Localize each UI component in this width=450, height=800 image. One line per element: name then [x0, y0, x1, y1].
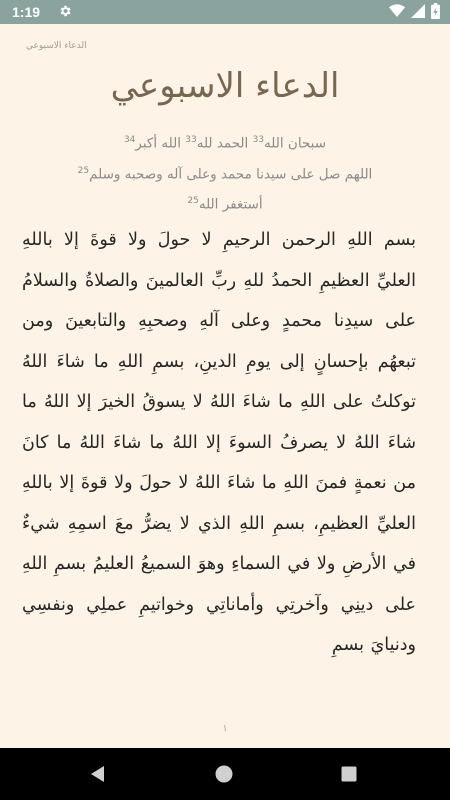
intro-phrase: اللهم صل على سيدنا محمد وعلى آله وصحبه وسلم: [89, 166, 373, 182]
page-number: ١: [222, 724, 228, 734]
intro-line: [30, 188, 420, 219]
recents-icon[interactable]: [339, 764, 359, 784]
intro-phrase: الله أكبر: [135, 135, 186, 152]
intro-block: [30, 127, 420, 219]
signal-icon: [411, 4, 425, 21]
intro-line: [30, 158, 420, 189]
intro-phrase: الحمد لله: [196, 135, 253, 152]
gear-icon: [58, 4, 72, 21]
repeat-count: 25: [77, 165, 90, 176]
status-icons: [389, 3, 440, 22]
reader-page[interactable]: [0, 24, 450, 748]
intro-line: [30, 127, 420, 158]
navigation-bar: [0, 748, 450, 800]
running-header: الدعاء الاسبوعي: [26, 41, 87, 51]
battery-icon: [431, 3, 440, 22]
repeat-count: 25: [187, 196, 199, 206]
status-time: 1:19: [12, 4, 41, 20]
repeat-count: 33: [185, 135, 197, 145]
repeat-count: 34: [123, 135, 136, 145]
dua-body-text: بسم اللهِ الرحمن الرحيمِ لا حولَ ولا قوةَ إلا باللهِ العليِّ العظيمِ الحمدُ للهِ ربِّ العالمينَ والصلاةُ والسلامُ على سيدِنا محمدٍ وعلى آلهِ وصحبِهِ والتابعينَ ومن تبعهُم بإحسانٍ إلى يومِ الدينِ، بسمِ اللهِ ما شاءَ اللهُ توكلتُ على اللهِ ما شاءَ اللهُ لا يسوقُ الخيرَ إلا اللهُ ما شاءَ اللهُ لا يصرفُ السوءَ إلا اللهُ ما شاءَ اللهُ ما كانَ من نعمةٍ فمنَ اللهِ ما شاءَ اللهُ لا حولَ ولا قوةَ إلا باللهِ العليِّ العظيمِ، بسمِ اللهِ الذي لا يضرُّ معَ اسمِهِ شيءٌ في الأرضِ ولا في السماءِ وهوَ السميعُ العليمُ بسمِ اللهِ على دينِي وآخرتِي وأماناتِي وخواتيمِ عملِي ونفسِي ودنيايَ بسمِ: [22, 230, 416, 655]
back-icon[interactable]: [88, 764, 108, 784]
repeat-count: 33: [252, 135, 265, 145]
intro-phrase: أستغفر الله: [198, 196, 263, 213]
home-icon[interactable]: [214, 764, 234, 784]
wifi-icon: [389, 4, 405, 21]
status-bar: [0, 0, 450, 24]
intro-phrase: سبحان الله: [264, 135, 327, 152]
page-title: الدعاء الاسبوعي: [110, 66, 340, 106]
